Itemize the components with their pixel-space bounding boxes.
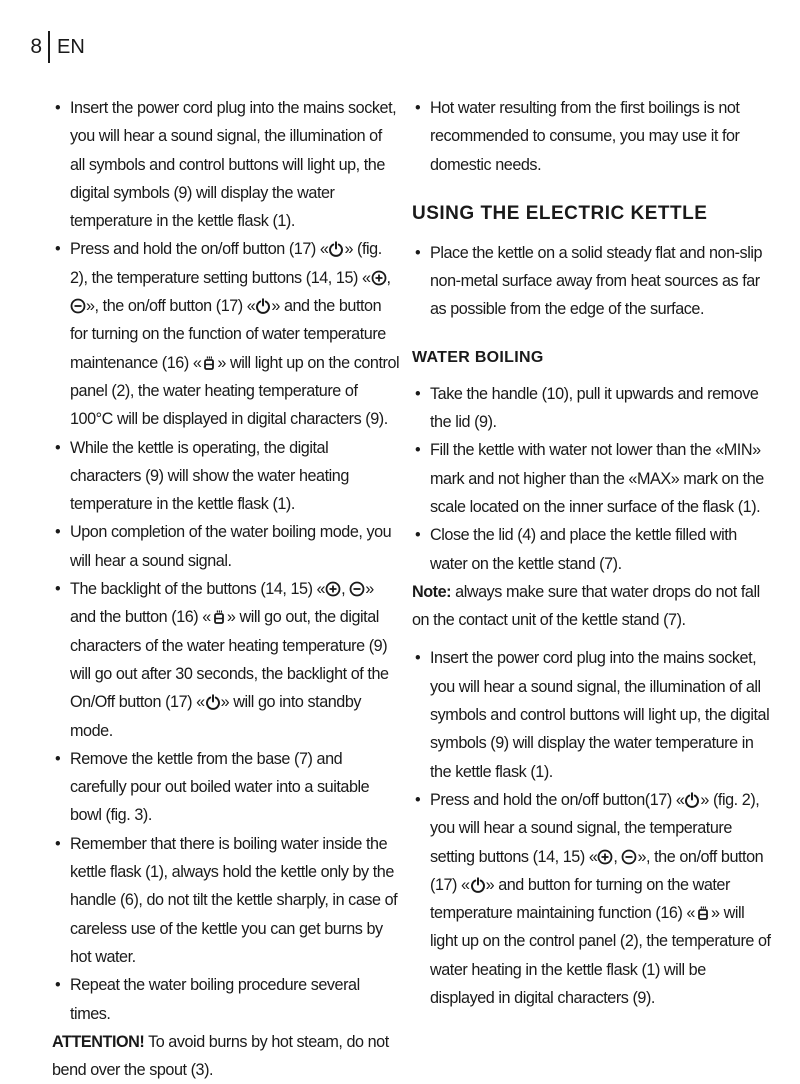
list-item: • Take the handle (10), pull it upwards and remove the lid (9). [412,380,772,437]
right-list-operation [412,644,772,1012]
list-item: • Place the kettle on a solid steady flat and non-slip non-metal surface away from heat sources as far as possible from the edge of the surface. [412,239,772,324]
attention-paragraph: ATTENTION! To avoid burns by hot steam, do not bend over the spout (3). [52,1032,389,1080]
power-icon [205,694,221,710]
list-item: • Press and hold the on/off button (17) « » (fig. 2), the temperature setting buttons (14, 15) « , », the on/off button (17) « » and the button for turning on the function of water temperature maintenance (16) « » will light up on the control panel (2), the water heating temperature of 100°C will be displayed in digital characters (9). [52,235,400,433]
power-icon [328,241,344,257]
list-item: • While the kettle is operating, the digital characters (9) will show the water heating temperature in the kettle flask (1). [52,434,400,519]
bullet: • [415,99,421,117]
note-label: Note: [412,582,452,601]
language-code: EN [57,35,85,58]
left-list [52,94,400,1028]
bullet: • [415,790,421,809]
bullet: • [55,976,61,995]
bullet: • [55,523,61,542]
keep-warm-icon [211,609,227,625]
bullet: • [55,749,61,768]
bullet: • [415,384,421,403]
section-heading: USING THE ELECTRIC KETTLE [412,202,708,224]
right-list-boiling [412,380,772,578]
list-item: • Remove the kettle from the base (7) and carefully pour out boiled water into a suitable bowl (fig. 3). [52,745,400,830]
list-item: • Repeat the water boiling procedure several times. [52,971,400,1028]
list-item: • Insert the power cord plug into the mains socket, you will hear a sound signal, the illumination of all symbols and control buttons will light up, the digital symbols (9) will display the water temperature in the kettle flask (1). [52,94,400,235]
list-item: • Insert the power cord plug into the mains socket, you will hear a sound signal, the illumination of all symbols and control buttons will light up, the digital symbols (9) will display the water temperature in the kettle flask (1). [412,644,772,785]
bullet: • [415,243,421,262]
subsection-heading: WATER BOILING [412,348,544,366]
bullet: • [415,526,421,545]
bullet: • [55,580,61,599]
bullet: • [55,834,61,853]
power-icon [684,792,700,808]
bullet: • [415,441,421,460]
minus-circle-icon [349,581,365,597]
keep-warm-icon [201,355,217,371]
plus-circle-icon [597,849,613,865]
minus-circle-icon [621,849,637,865]
power-icon [255,298,271,314]
attention-label: ATTENTION! [52,1032,145,1051]
header-divider [48,31,50,63]
page-number: 8 [30,35,42,58]
list-item: • The backlight of the buttons (14, 15) « , » and the button (16) « » will go out, the digital characters of the water heating temperature (9) will go out after 30 seconds, the backlight of the On/Off button (17) « » will go into standby mode. [52,575,400,745]
bullet: • [55,438,61,457]
minus-circle-icon [70,298,86,314]
right-list-intro [412,94,772,179]
left-column [52,94,400,1084]
list-item: • Hot water resulting from the first boilings is not recommended to consume, you may use it for domestic needs. [412,94,772,179]
list-item: • Upon completion of the water boiling mode, you will hear a sound signal. [52,518,400,575]
bullet: • [415,649,421,668]
right-list-placement [412,239,772,324]
list-item: • Close the lid (4) and place the kettle filled with water on the kettle stand (7). [412,521,772,578]
list-item: • Remember that there is boiling water inside the kettle flask (1), always hold the kettle only by the handle (6), do not tilt the kettle sharply, in case of careless use of the kettle you can get burns by hot water. [52,830,400,971]
note-paragraph: Note: always make sure that water drops do not fall on the contact unit of the kettle stand (7). [412,582,760,630]
bullet: • [55,240,61,259]
bullet: • [55,99,61,117]
plus-circle-icon [371,270,387,286]
plus-circle-icon [325,581,341,597]
list-item: • Press and hold the on/off button(17) « » (fig. 2), you will hear a sound signal, the temperature setting buttons (14, 15) « , », the on/off button (17) « » and button for turning on the water temperature maintaining function (16) « » will light up on the control panel (2), the temperature of water heating in the kettle flask (1) will be displayed in digital characters (9). [412,786,772,1012]
keep-warm-icon [695,905,711,921]
page-header [22,30,85,64]
list-item: • Fill the kettle with water not lower than the «MIN» mark and not higher than the «MAX» mark on the scale located on the inner surface of the flask (1). [412,436,772,521]
power-icon [470,877,486,893]
right-column [412,94,772,1012]
